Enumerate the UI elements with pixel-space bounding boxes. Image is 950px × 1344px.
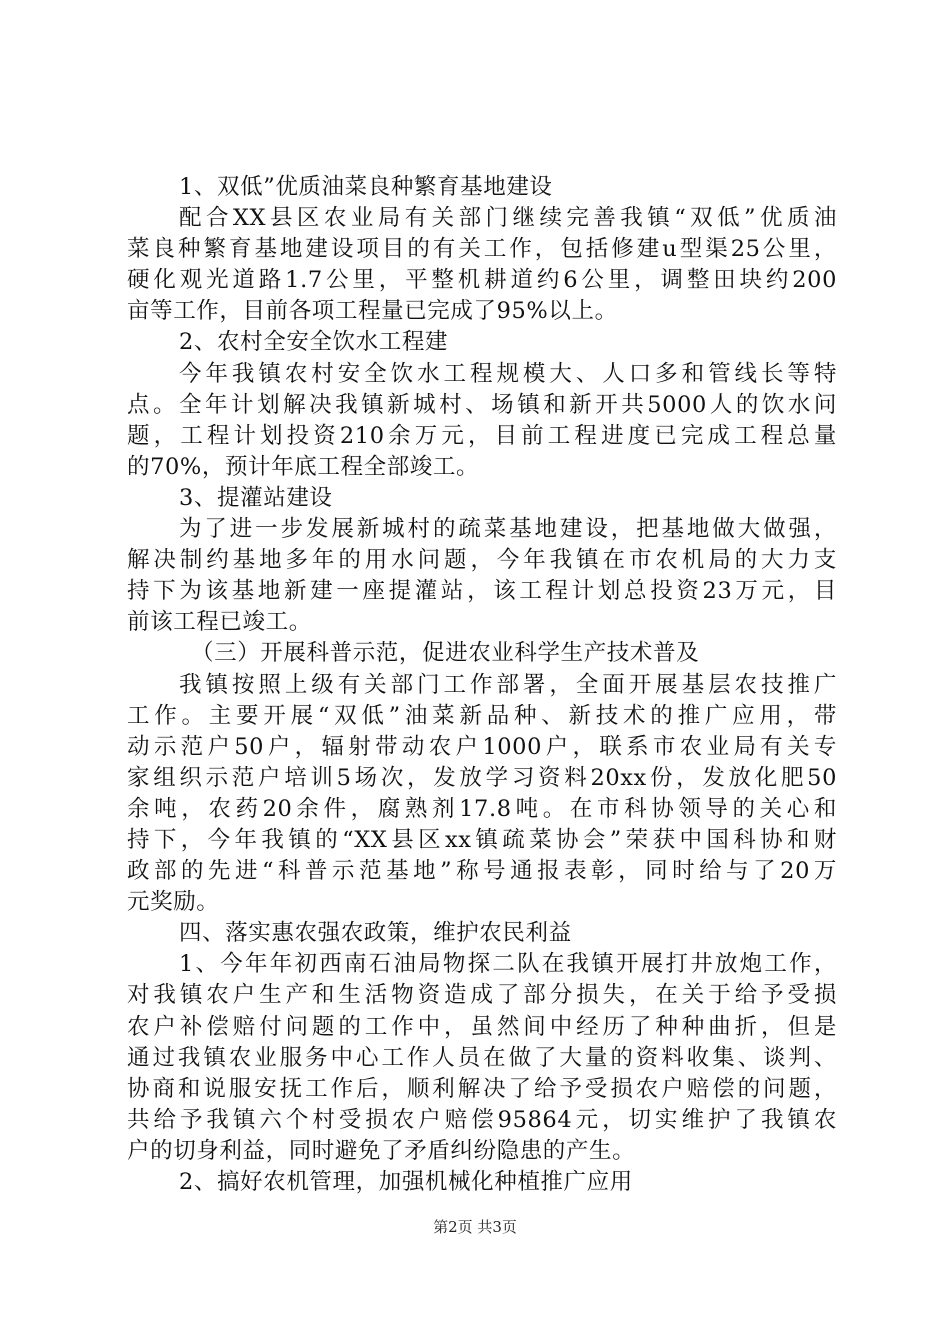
paragraph-line: 亩等工作，目前各项工程量已完成了95%以上。 [127,298,618,325]
paragraph-line: 余吨，农药20余件，腐熟剂17.8吨。在市科协领导的关心和 [127,795,837,822]
paragraph-line: 我镇按照上级有关部门工作部署，全面开展基层农技推广 [179,671,837,698]
paragraph-line: 元奖励。 [127,889,220,916]
section-heading: （三）开展科普示范，促进农业科学生产技术普及 [191,640,700,667]
paragraph-line: 前该工程已竣工。 [127,609,312,636]
paragraph-line: 解决制约基地多年的用水问题，今年我镇在市农机局的大力支 [127,547,837,574]
section-heading: 四、落实惠农强农政策，维护农民利益 [179,920,572,947]
paragraph-line: 政部的先进“科普示范基地”称号通报表彰，同时给与了20万 [127,858,837,885]
paragraph-line: 持下为该基地新建一座提灌站，该工程计划总投资23万元，目 [127,578,837,605]
paragraph-line: 菜良种繁育基地建设项目的有关工作，包括修建u型渠25公里， [127,236,837,263]
paragraph-line: 对我镇农户生产和生活物资造成了部分损失，在关于给予受损 [127,982,837,1009]
paragraph-line: 农户补偿赔付问题的工作中，虽然间中经历了种种曲折，但是 [127,1013,837,1040]
section-heading: 1、双低”优质油菜良种繁育基地建设 [179,174,553,200]
section-heading: 3、提灌站建设 [179,484,333,511]
paragraph-line: 户的切身利益，同时避免了矛盾纠纷隐患的产生。 [127,1137,636,1164]
paragraph-line: 工作。主要开展“双低”油菜新品种、新技术的推广应用，带 [127,702,837,729]
paragraph-line: 配合XX县区农业局有关部门继续完善我镇“双低”优质油 [179,205,837,232]
paragraph-line: 今年我镇农村安全饮水工程规模大、人口多和管线长等特 [179,360,837,387]
paragraph-line: 共给予我镇六个村受损农户赔偿95864元，切实维护了我镇农 [127,1106,837,1133]
section-heading: 2、搞好农机管理，加强机械化种植推广应用 [179,1169,633,1195]
paragraph-line: 持下，今年我镇的“XX县区xx镇疏菜协会”荣获中国科协和财 [127,826,837,853]
paragraph-line: 的70%，预计年底工程全部竣工。 [127,453,480,480]
section-heading: 2、农村全安全饮水工程建 [179,329,449,356]
paragraph-line: 题，工程计划投资210余万元，目前工程进度已完成工程总量 [127,422,837,449]
paragraph-line: 协商和说服安抚工作后，顺利解决了给予受损农户赔偿的问题， [127,1075,837,1102]
paragraph-line: 硬化观光道路1.7公里，平整机耕道约6公里，调整田块约200 [127,267,837,294]
paragraph-line: 家组织示范户培训5场次，发放学习资料20xx份，发放化肥50 [127,764,837,791]
document-body [127,172,837,1198]
paragraph-line: 通过我镇农业服务中心工作人员在做了大量的资料收集、谈判、 [127,1044,837,1071]
paragraph-line: 点。全年计划解决我镇新城村、场镇和新开共5000人的饮水问 [127,391,837,418]
paragraph-line: 动示范户50户，辐射带动农户1000户，联系市农业局有关专 [127,733,837,760]
paragraph-line: 1、今年年初西南石油局物探二队在我镇开展打井放炮工作， [179,951,837,978]
page-number-footer: 第2页 共3页 [433,1218,517,1236]
paragraph-line: 为了进一步发展新城村的疏菜基地建设，把基地做大做强， [179,516,837,543]
